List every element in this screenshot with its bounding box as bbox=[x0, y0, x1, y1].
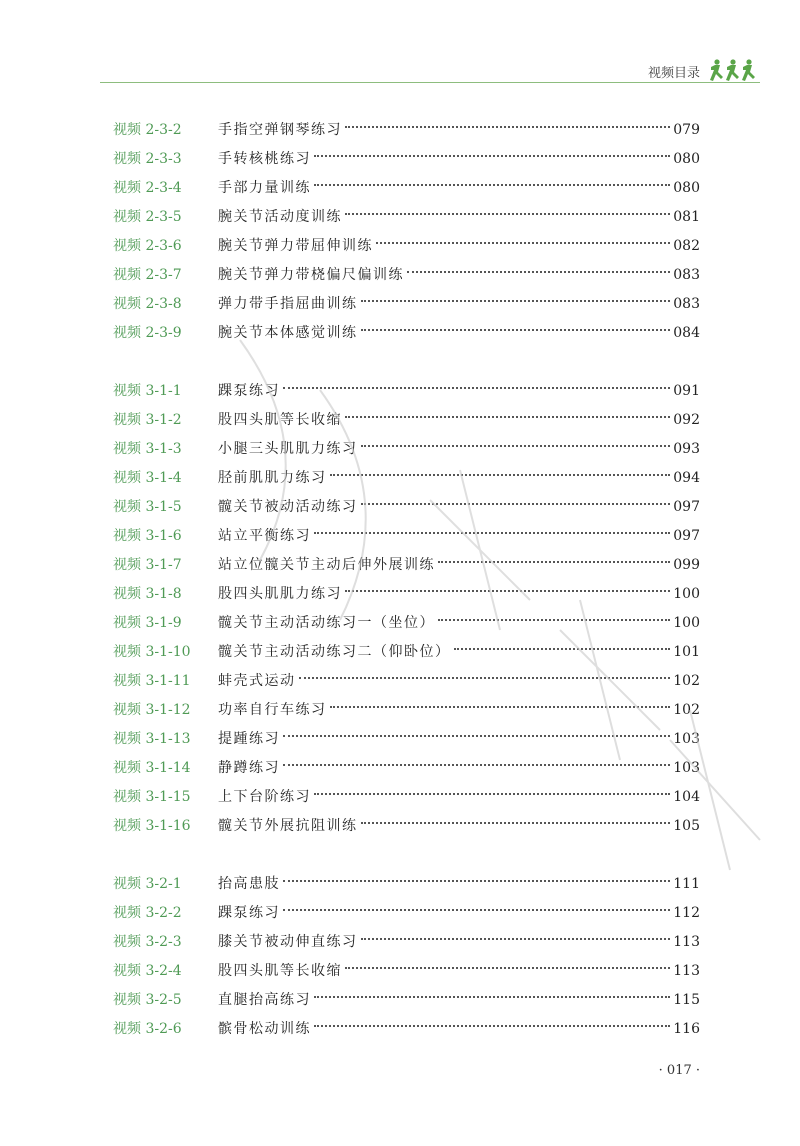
toc-entry[interactable] bbox=[113, 1015, 700, 1044]
toc-entry[interactable] bbox=[113, 319, 700, 348]
entry-title: 髋关节主动活动练习二（仰卧位） bbox=[218, 644, 451, 660]
video-code: 视频 3-2-6 bbox=[113, 1021, 182, 1037]
toc-entry[interactable] bbox=[113, 145, 700, 174]
video-code: 视频 3-2-4 bbox=[113, 963, 182, 979]
entry-title: 站立位髋关节主动后伸外展训练 bbox=[218, 557, 435, 573]
video-code: 视频 3-1-6 bbox=[113, 528, 182, 544]
dot-leader bbox=[361, 821, 671, 824]
video-code: 视频 3-1-3 bbox=[113, 441, 182, 457]
video-code: 视频 2-3-6 bbox=[113, 238, 182, 254]
toc-entry[interactable] bbox=[113, 754, 700, 783]
dot-leader bbox=[314, 792, 670, 795]
header-rule bbox=[100, 82, 760, 83]
toc-entry[interactable] bbox=[113, 638, 700, 667]
entry-title: 手指空弹钢琴练习 bbox=[218, 122, 342, 138]
toc-entry[interactable] bbox=[113, 725, 700, 754]
entry-title: 抬高患肢 bbox=[218, 876, 280, 892]
dot-leader bbox=[283, 908, 670, 911]
video-code: 视频 2-3-4 bbox=[113, 180, 182, 196]
video-code: 视频 3-1-7 bbox=[113, 557, 182, 573]
dot-leader bbox=[361, 299, 671, 302]
dot-leader bbox=[314, 1024, 670, 1027]
page-reference: 079 bbox=[673, 122, 700, 138]
video-code: 视频 3-1-14 bbox=[113, 760, 191, 776]
dot-leader bbox=[345, 589, 670, 592]
dot-leader bbox=[299, 676, 671, 679]
toc-group bbox=[113, 116, 700, 348]
video-code: 视频 3-1-8 bbox=[113, 586, 182, 602]
video-code: 视频 3-1-10 bbox=[113, 644, 191, 660]
video-code: 视频 3-2-3 bbox=[113, 934, 182, 950]
toc-entry[interactable] bbox=[113, 986, 700, 1015]
entry-title: 胫前肌肌力练习 bbox=[218, 470, 327, 486]
video-code: 视频 3-2-5 bbox=[113, 992, 182, 1008]
video-code: 视频 2-3-5 bbox=[113, 209, 182, 225]
page-reference: 101 bbox=[673, 644, 700, 660]
toc-entry[interactable] bbox=[113, 203, 700, 232]
video-code: 视频 2-3-9 bbox=[113, 325, 182, 341]
dot-leader bbox=[314, 531, 670, 534]
entry-title: 髋关节主动活动练习一（坐位） bbox=[218, 615, 435, 631]
page-reference: 094 bbox=[673, 470, 700, 486]
video-code: 视频 3-1-5 bbox=[113, 499, 182, 515]
dot-leader bbox=[361, 502, 671, 505]
video-code: 视频 2-3-3 bbox=[113, 151, 182, 167]
toc-entry[interactable] bbox=[113, 551, 700, 580]
dot-leader bbox=[314, 154, 670, 157]
page-reference: 103 bbox=[673, 760, 700, 776]
dot-leader bbox=[438, 618, 670, 621]
entry-title: 股四头肌等长收缩 bbox=[218, 412, 342, 428]
entry-title: 腕关节活动度训练 bbox=[218, 209, 342, 225]
video-code: 视频 3-1-11 bbox=[113, 673, 191, 689]
video-code: 视频 2-3-8 bbox=[113, 296, 182, 312]
page-reference: 084 bbox=[673, 325, 700, 341]
toc-entry[interactable] bbox=[113, 783, 700, 812]
dot-leader bbox=[330, 705, 671, 708]
toc-entry[interactable] bbox=[113, 464, 700, 493]
toc-entry[interactable] bbox=[113, 493, 700, 522]
entry-title: 蚌壳式运动 bbox=[218, 673, 296, 689]
video-code: 视频 3-1-2 bbox=[113, 412, 182, 428]
page-number: · 017 · bbox=[658, 1063, 700, 1078]
dot-leader bbox=[345, 125, 670, 128]
page-reference: 102 bbox=[673, 702, 700, 718]
toc-entry[interactable] bbox=[113, 522, 700, 551]
toc-entry[interactable] bbox=[113, 116, 700, 145]
entry-title: 小腿三头肌肌力练习 bbox=[218, 441, 358, 457]
entry-title: 髋关节被动活动练习 bbox=[218, 499, 358, 515]
page-reference: 092 bbox=[673, 412, 700, 428]
page-reference: 115 bbox=[673, 992, 700, 1008]
toc-entry[interactable] bbox=[113, 290, 700, 319]
video-code: 视频 3-2-2 bbox=[113, 905, 182, 921]
video-code: 视频 3-1-12 bbox=[113, 702, 191, 718]
toc-entry[interactable] bbox=[113, 174, 700, 203]
toc-entry[interactable] bbox=[113, 232, 700, 261]
entry-title: 股四头肌肌力练习 bbox=[218, 586, 342, 602]
dot-leader bbox=[345, 415, 670, 418]
entry-title: 提踵练习 bbox=[218, 731, 280, 747]
page-reference: 116 bbox=[673, 1021, 700, 1037]
video-code: 视频 3-1-15 bbox=[113, 789, 191, 805]
dot-leader bbox=[438, 560, 670, 563]
toc-group bbox=[113, 870, 700, 1044]
dot-leader bbox=[345, 212, 670, 215]
toc-entry[interactable] bbox=[113, 899, 700, 928]
dot-leader bbox=[407, 270, 670, 273]
page-reference: 082 bbox=[673, 238, 700, 254]
page-reference: 102 bbox=[673, 673, 700, 689]
entry-title: 股四头肌等长收缩 bbox=[218, 963, 342, 979]
dot-leader bbox=[283, 734, 670, 737]
entry-title: 髋关节外展抗阻训练 bbox=[218, 818, 358, 834]
toc-entry[interactable] bbox=[113, 609, 700, 638]
entry-title: 踝泵练习 bbox=[218, 383, 280, 399]
toc-entry[interactable] bbox=[113, 696, 700, 725]
entry-title: 手部力量训练 bbox=[218, 180, 311, 196]
dot-leader bbox=[361, 937, 671, 940]
dot-leader bbox=[283, 763, 670, 766]
video-code: 视频 2-3-7 bbox=[113, 267, 182, 283]
entry-title: 静蹲练习 bbox=[218, 760, 280, 776]
entry-title: 功率自行车练习 bbox=[218, 702, 327, 718]
page-reference: 113 bbox=[673, 963, 700, 979]
header-title: 视频目录 bbox=[647, 66, 700, 81]
toc-entry[interactable] bbox=[113, 435, 700, 464]
video-code: 视频 3-1-16 bbox=[113, 818, 191, 834]
entry-title: 踝泵练习 bbox=[218, 905, 280, 921]
toc-entry[interactable] bbox=[113, 928, 700, 957]
toc-entry[interactable] bbox=[113, 261, 700, 290]
page-reference: 112 bbox=[673, 905, 700, 921]
page-reference: 097 bbox=[673, 499, 700, 515]
entry-title: 弹力带手指屈曲训练 bbox=[218, 296, 358, 312]
page-reference: 104 bbox=[673, 789, 700, 805]
dot-leader bbox=[314, 995, 670, 998]
toc-entry[interactable] bbox=[113, 957, 700, 986]
entry-title: 腕关节弹力带屈伸训练 bbox=[218, 238, 373, 254]
page-reference: 100 bbox=[673, 615, 700, 631]
page-reference: 081 bbox=[673, 209, 700, 225]
dot-leader bbox=[283, 879, 670, 882]
page-reference: 080 bbox=[673, 180, 700, 196]
page-reference: 091 bbox=[673, 383, 700, 399]
entry-title: 站立平衡练习 bbox=[218, 528, 311, 544]
entry-title: 直腿抬高练习 bbox=[218, 992, 311, 1008]
dot-leader bbox=[361, 328, 671, 331]
dot-leader bbox=[361, 444, 671, 447]
dot-leader bbox=[376, 241, 670, 244]
video-code: 视频 2-3-2 bbox=[113, 122, 182, 138]
toc-entry[interactable] bbox=[113, 580, 700, 609]
page-reference: 100 bbox=[673, 586, 700, 602]
video-code: 视频 3-2-1 bbox=[113, 876, 182, 892]
dot-leader bbox=[283, 386, 670, 389]
entry-title: 手转核桃练习 bbox=[218, 151, 311, 167]
video-code: 视频 3-1-13 bbox=[113, 731, 191, 747]
toc-entry[interactable] bbox=[113, 870, 700, 899]
toc-entry[interactable] bbox=[113, 667, 700, 696]
toc-entry[interactable] bbox=[113, 377, 700, 406]
page-reference: 083 bbox=[673, 267, 700, 283]
page-reference: 103 bbox=[673, 731, 700, 747]
dot-leader bbox=[345, 966, 670, 969]
page-header bbox=[100, 56, 760, 86]
dot-leader bbox=[454, 647, 671, 650]
toc-group bbox=[113, 377, 700, 841]
entry-title: 腕关节本体感觉训练 bbox=[218, 325, 358, 341]
page-reference: 105 bbox=[673, 818, 700, 834]
entry-title: 腕关节弹力带桡偏尺偏训练 bbox=[218, 267, 404, 283]
video-code: 视频 3-1-1 bbox=[113, 383, 182, 399]
video-code: 视频 3-1-9 bbox=[113, 615, 182, 631]
dot-leader bbox=[314, 183, 670, 186]
toc-entry[interactable] bbox=[113, 406, 700, 435]
page-reference: 097 bbox=[673, 528, 700, 544]
dot-leader bbox=[330, 473, 671, 476]
page-reference: 099 bbox=[673, 557, 700, 573]
entry-title: 上下台阶练习 bbox=[218, 789, 311, 805]
page-reference: 083 bbox=[673, 296, 700, 312]
page-reference: 111 bbox=[673, 876, 700, 892]
page-reference: 080 bbox=[673, 151, 700, 167]
table-of-contents bbox=[113, 116, 700, 1044]
video-code: 视频 3-1-4 bbox=[113, 470, 182, 486]
page-reference: 093 bbox=[673, 441, 700, 457]
page-reference: 113 bbox=[673, 934, 700, 950]
toc-entry[interactable] bbox=[113, 812, 700, 841]
entry-title: 膝关节被动伸直练习 bbox=[218, 934, 358, 950]
entry-title: 髌骨松动训练 bbox=[218, 1021, 311, 1037]
